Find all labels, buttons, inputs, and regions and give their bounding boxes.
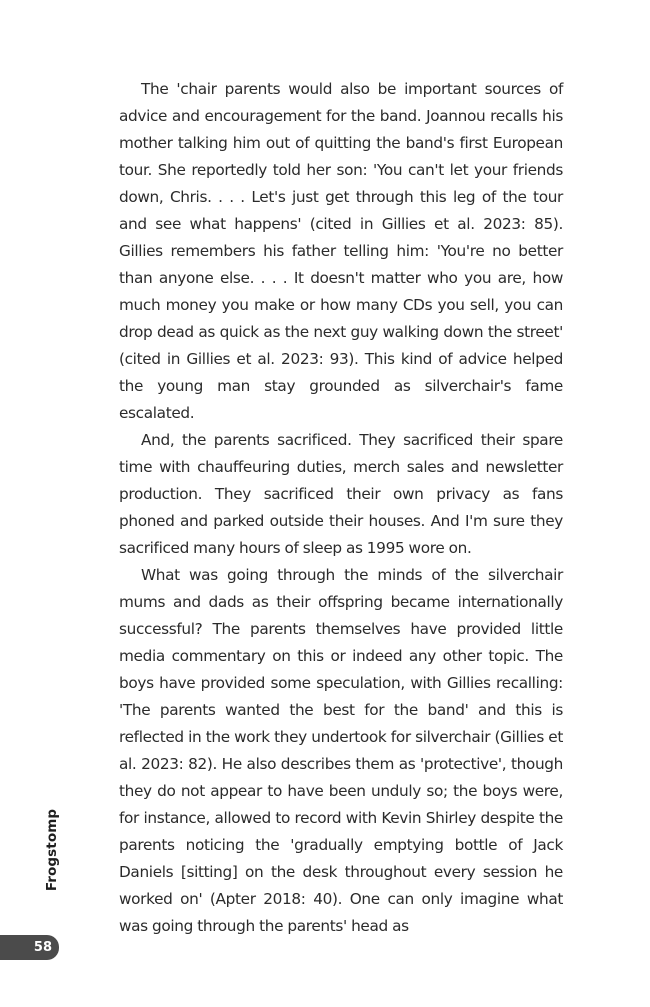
paragraph: The 'chair parents would also be important sources of advice and encouragement for the band. Joannou recalls his mother talking him out of quitting the band's first European tour. She reportedly told her son: 'You can't let your friends down, Chris. . . . Let's just get through this leg of the tour and see what happens' (cited in Gillies et al. 2023: 85). Gillies remembers his father telling him: 'You're no better than anyone else. . . . It doesn't matter who you are, how much money you make or how many CDs you sell, you can drop dead as quick as the next guy walking down the street' (cited in Gillies et al. 2023: 93). This kind of advice helped the young man stay grounded as silverchair's fame escalated. xyxy=(119,80,563,422)
running-head-label: Frogstomp xyxy=(44,808,60,892)
paragraph: And, the parents sacrificed. They sacrificed their spare time with chauffeuring duties, merch sales and newsletter production. They sacrificed their own privacy as fans phoned and parked outside their houses. And I'm sure they sacrificed many hours of sleep as 1995 wore on. xyxy=(119,431,563,557)
body-text xyxy=(119,76,563,940)
paragraph: What was going through the minds of the silverchair mums and dads as their offspring became internationally successful? The parents themselves have provided little media commentary on this or indeed any other topic. The boys have provided some speculation, with Gillies recalling: 'The parents wanted the best for the band' and this is reflected in the work they undertook for silverchair (Gillies et al. 2023: 82). He also describes them as 'protective', though they do not appear to have been unduly so; the boys were, for instance, allowed to record with Kevin Shirley despite the parents noticing the 'gradually emptying bottle of Jack Daniels [sitting] on the desk throughout every session he worked on' (Apter 2018: 40). One can only imagine what was going through the parents' head as xyxy=(119,566,563,935)
page-number-tab xyxy=(0,935,59,960)
page-number: 58 xyxy=(33,940,52,955)
